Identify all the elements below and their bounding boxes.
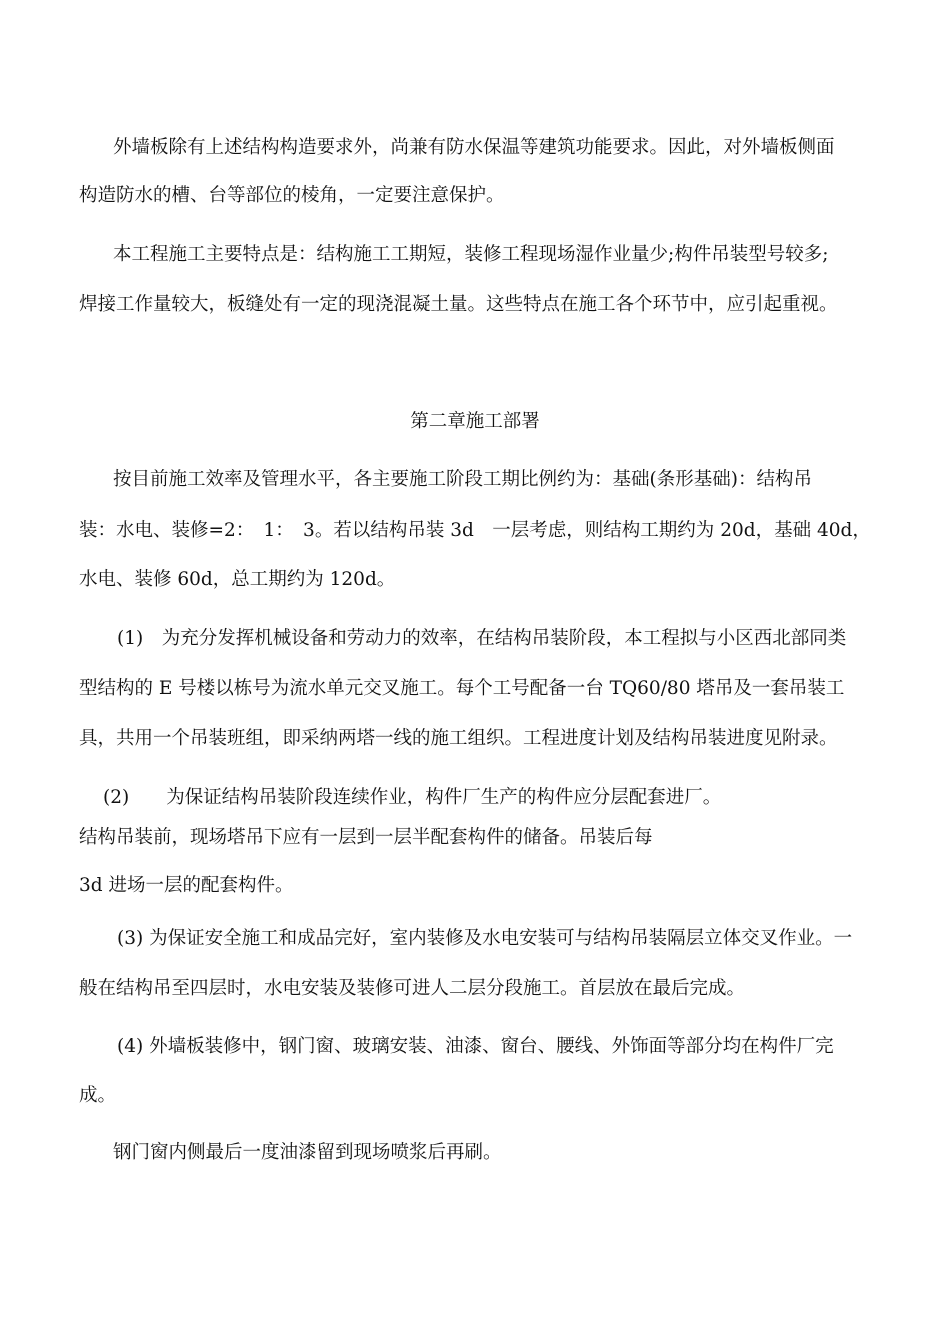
chapter-title: 第二章施工部署 [410,411,540,432]
item2-line2: 结构吊装前，现场塔吊下应有一层到一层半配套构件的储备。吊装后每 [79,827,653,848]
para-last: 钢门窗内侧最后一度油漆留到现场喷浆后再刷。 [113,1142,502,1163]
item1-line3: 具，共用一个吊装班组，即采纳两塔一线的施工组织。工程进度计划及结构吊装进度见附录。 [79,728,838,749]
item1-line1: (1) 为充分发挥机械设备和劳动力的效率，在结构吊装阶段，本工程拟与小区西北部同类 [117,628,847,649]
item3-line1: (3) 为保证安全施工和成品完好，室内装修及水电安装可与结构吊装隔层立体交叉作业。一 [117,928,853,949]
para3-line1: 按目前施工效率及管理水平，各主要施工阶段工期比例约为：基础(条形基础)：结构吊 [113,469,812,490]
item2-line1: (2) 为保证结构吊装阶段连续作业，构件厂生产的构件应分层配套进厂。 [103,787,722,808]
item4-line2: 成。 [79,1085,117,1106]
para1-line2: 构造防水的槽、台等部位的棱角，一定要注意保护。 [79,185,505,206]
item4-line1: (4) 外墙板装修中，钢门窗、玻璃安装、油漆、窗台、腰线、外饰面等部分均在构件厂完 [117,1036,834,1057]
para2-line1: 本工程施工主要特点是：结构施工工期短，装修工程现场湿作业量少;构件吊装型号较多; [113,244,829,265]
item3-line2: 般在结构吊至四层时，水电安装及装修可进人二层分段施工。首层放在最后完成。 [79,978,746,999]
para3-line3: 水电、装修 60d，总工期约为 120d。 [79,569,396,590]
para1-line1: 外墙板除有上述结构构造要求外，尚兼有防水保温等建筑功能要求。因此，对外墙板侧面 [113,137,835,158]
para3-line2: 装：水电、装修=2： 1： 3。若以结构吊装 3d 一层考虑，则结构工期约为 20d，基础 40d， [79,520,871,541]
item1-line2: 型结构的 E 号楼以栋号为流水单元交叉施工。每个工号配备一台 TQ60/80 塔吊及一套吊装工 [79,678,845,699]
para2-line2: 焊接工作量较大，板缝处有一定的现浇混凝土量。这些特点在施工各个环节中，应引起重视。 [79,294,838,315]
item2-line3: 3d 进场一层的配套构件。 [79,875,294,896]
